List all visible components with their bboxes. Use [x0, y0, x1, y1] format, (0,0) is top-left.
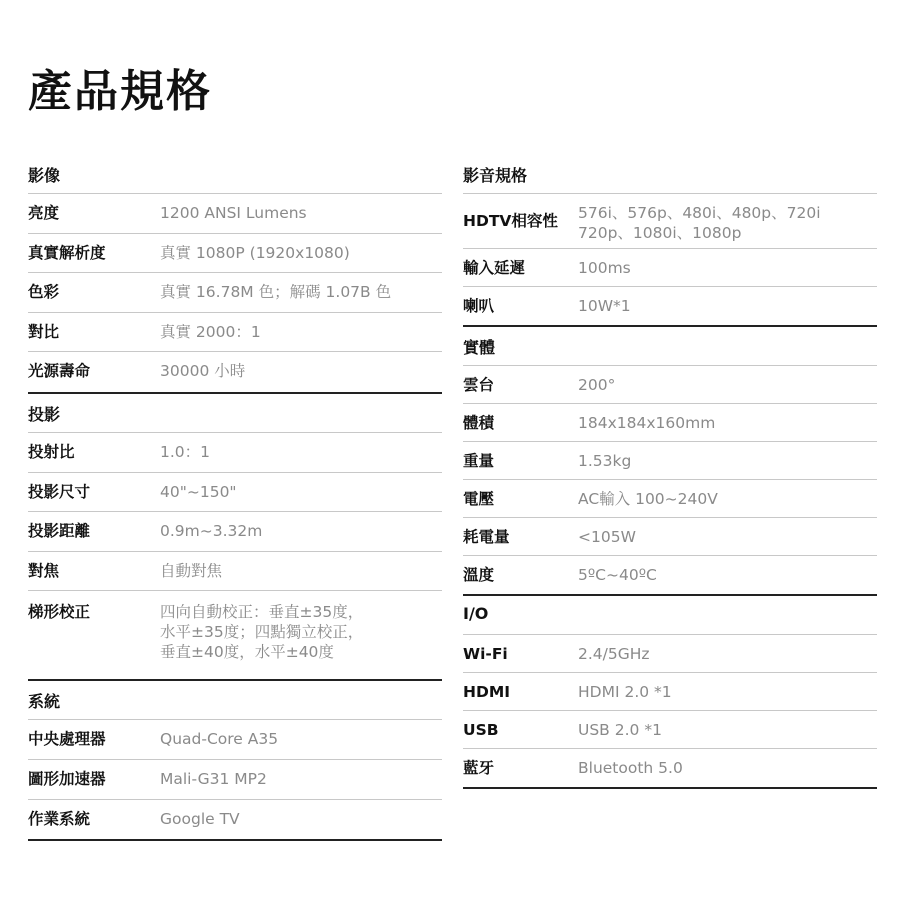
spec-row	[463, 749, 877, 787]
section-heading: 投影	[28, 394, 442, 433]
spec-label: HDMI	[463, 683, 511, 701]
spec-row	[28, 433, 442, 473]
spec-row	[463, 635, 877, 673]
spec-label: 圖形加速器	[28, 769, 106, 788]
spec-section-av	[463, 155, 877, 327]
spec-value: 576i、576p、480i、480p、720i 720p、1080i、1080p	[578, 204, 821, 242]
spec-row	[28, 473, 442, 513]
spec-value: 1.53kg	[578, 452, 632, 470]
spec-value: 2.4/5GHz	[578, 645, 650, 663]
spec-value: 184x184x160mm	[578, 414, 716, 432]
spec-value: 200°	[578, 376, 616, 394]
spec-row	[463, 673, 877, 711]
spec-row	[28, 352, 442, 392]
spec-row	[28, 234, 442, 274]
spec-value: Quad-Core A35	[160, 730, 279, 749]
spec-row	[463, 518, 877, 556]
spec-value: 1.0：1	[160, 442, 211, 461]
spec-section-io	[463, 596, 877, 789]
spec-value: <105W	[578, 528, 636, 546]
spec-label: 真實解析度	[28, 243, 106, 262]
spec-row	[28, 194, 442, 234]
spec-row	[28, 512, 442, 552]
spec-label: 電壓	[463, 490, 495, 508]
spec-value: AC輸入 100~240V	[578, 490, 718, 508]
spec-label: 溫度	[463, 566, 495, 584]
spec-section-physical	[463, 327, 877, 596]
spec-value: Google TV	[160, 809, 240, 828]
section-heading: 實體	[463, 327, 877, 366]
spec-column-right	[463, 155, 877, 789]
spec-label: 輸入延遲	[463, 259, 526, 277]
spec-value: 真實 2000：1	[160, 322, 261, 341]
spec-row	[28, 591, 442, 679]
spec-label: 梯形校正	[28, 603, 91, 622]
spec-value: 100ms	[578, 259, 631, 277]
spec-value: USB 2.0 *1	[578, 721, 662, 739]
spec-row	[28, 552, 442, 592]
spec-label: 投影尺寸	[28, 482, 91, 501]
spec-value: 自動對焦	[160, 561, 223, 580]
spec-label: 對比	[28, 322, 60, 341]
spec-value: 40"~150"	[160, 482, 237, 501]
spec-row	[463, 194, 877, 249]
spec-label: 亮度	[28, 204, 60, 222]
spec-row	[28, 760, 442, 800]
spec-row	[463, 287, 877, 325]
spec-label: 中央處理器	[28, 730, 106, 749]
spec-label: 藍牙	[463, 759, 495, 777]
spec-row	[463, 249, 877, 287]
spec-row	[463, 404, 877, 442]
spec-section-projection	[28, 394, 442, 681]
spec-value: 0.9m~3.32m	[160, 522, 263, 541]
spec-value: 真實 16.78M 色；解碼 1.07B 色	[160, 283, 392, 302]
spec-row	[28, 800, 442, 840]
spec-row	[28, 273, 442, 313]
spec-label: 耗電量	[463, 528, 510, 546]
spec-row	[463, 711, 877, 749]
section-heading: 影像	[28, 155, 442, 194]
spec-row	[463, 366, 877, 404]
spec-value: Bluetooth 5.0	[578, 759, 683, 777]
spec-section-image	[28, 155, 442, 394]
spec-row	[28, 720, 442, 760]
spec-label: Wi-Fi	[463, 645, 508, 663]
spec-label: 色彩	[28, 283, 60, 302]
spec-label: 投射比	[28, 442, 75, 461]
page-title: 產品規格	[28, 66, 212, 117]
spec-label: HDTV相容性	[463, 212, 558, 230]
spec-value: 四向自動校正：垂直±35度， 水平±35度；四點獨立校正， 垂直±40度，水平±40度	[160, 603, 364, 662]
spec-value: 30000 小時	[160, 362, 246, 381]
spec-label: 作業系統	[28, 809, 91, 828]
section-heading: I/O	[463, 596, 877, 635]
spec-value: HDMI 2.0 *1	[578, 683, 672, 701]
spec-value: 1200 ANSI Lumens	[160, 204, 307, 222]
spec-row	[28, 313, 442, 353]
spec-value: 真實 1080P (1920x1080)	[160, 243, 350, 262]
spec-label: 喇叭	[463, 297, 495, 315]
spec-column-left	[28, 155, 442, 841]
section-heading: 系統	[28, 681, 442, 720]
spec-value: 10W*1	[578, 297, 631, 315]
spec-value: 5ºC~40ºC	[578, 566, 657, 584]
spec-label: 體積	[463, 414, 495, 432]
spec-label: 雲台	[463, 376, 495, 394]
spec-row	[463, 480, 877, 518]
spec-label: 投影距離	[28, 522, 91, 541]
section-heading: 影音規格	[463, 155, 877, 194]
spec-label: 重量	[463, 452, 495, 470]
spec-row	[463, 442, 877, 480]
spec-value: Mali-G31 MP2	[160, 769, 267, 788]
spec-label: USB	[463, 721, 499, 739]
spec-row	[463, 556, 877, 594]
spec-label: 光源壽命	[28, 362, 91, 381]
spec-section-system	[28, 681, 442, 841]
spec-label: 對焦	[28, 561, 60, 580]
